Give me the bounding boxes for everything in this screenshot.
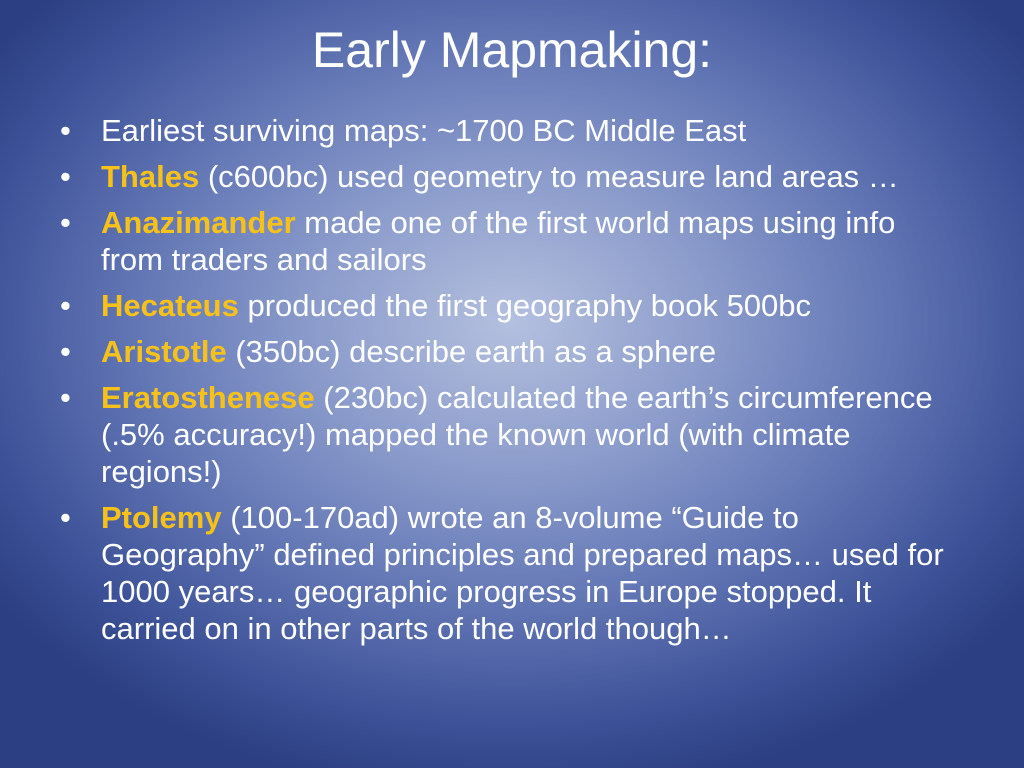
bullet-item [60,204,960,278]
bullet-text: Earliest surviving maps: ~1700 BC Middle East [101,113,747,148]
bullet-dot-icon: • [60,380,71,415]
bullet-item [60,287,960,324]
bullet-item [60,379,960,490]
slide-title: Early Mapmaking: [311,22,713,78]
person-name: Eratosthenese [101,380,315,415]
bullet-text: (100-170ad) wrote an 8-volume “Guide to Geography” defined principles and prepared maps… used for 1000 years… geographic progress in Europe stopped. It carried on in other parts of the world though… [101,500,944,646]
bullet-text: made one of the first world maps using info from traders and sailors [101,205,896,277]
bullet-item [60,499,960,647]
bullet-dot-icon: • [60,113,71,148]
person-name: Aristotle [101,334,227,369]
bullet-dot-icon: • [60,500,71,535]
bullet-dot-icon: • [60,205,71,240]
person-name: Hecateus [101,288,239,323]
bullet-dot-icon: • [60,288,71,323]
bullet-dot-icon: • [60,159,71,194]
bullet-list [60,112,960,656]
person-name: Ptolemy [101,500,222,535]
bullet-text: (c600bc) used geometry to measure land areas … [199,159,899,194]
bullet-item [60,333,960,370]
bullet-item [60,158,960,195]
bullet-text: produced the first geography book 500bc [238,288,812,323]
bullet-dot-icon: • [60,334,71,369]
person-name: Anazimander [101,205,296,240]
bullet-item [60,112,960,149]
bullet-text: (230bc) calculated the earth’s circumference (.5% accuracy!) mapped the known world (with climate regions!) [101,380,933,489]
person-name: Thales [101,159,200,194]
bullet-text: (350bc) describe earth as a sphere [226,334,717,369]
